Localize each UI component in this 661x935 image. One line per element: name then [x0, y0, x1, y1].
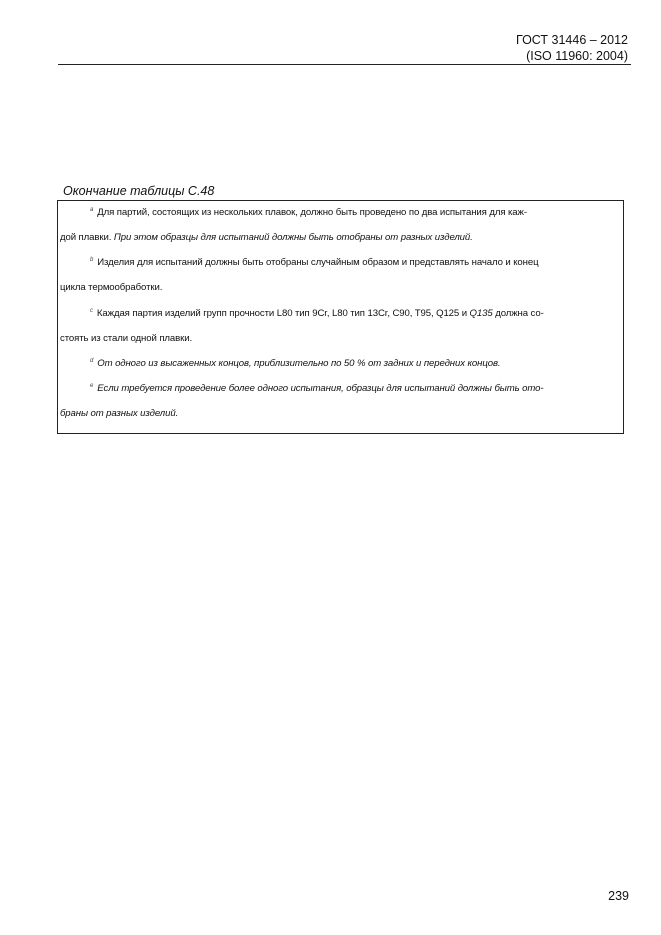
header-divider — [58, 64, 631, 65]
footnote-e-line2: браны от разных изделий. — [60, 408, 179, 419]
footnote-marker-e: e — [90, 383, 94, 389]
footnote-d-line1: $^d$ От одного из высаженных концов, приблизительно по 50 % от задних и передних концов. — [90, 358, 501, 369]
footnote-marker-d: d — [90, 358, 94, 364]
table-footnotes — [57, 200, 624, 434]
page-number: 239 — [608, 889, 629, 903]
footnote-b-line2: цикла термообработки. — [60, 282, 163, 293]
footnote-a-line1: $^a$ Для партий, состоящих из нескольких плавок, должно быть проведено по два испытания для каж- — [90, 207, 527, 218]
footnote-b-line1: $^b$ Изделия для испытаний должны быть отобраны случайным образом и представлять начало и конец — [90, 257, 539, 268]
footnote-marker-b: b — [90, 257, 94, 263]
iso-reference: (ISO 11960: 2004) — [526, 49, 628, 63]
footnote-c-line1: $^c$ Каждая партия изделий групп прочности L80 тип 9Cr, L80 тип 13Cr, C90, T95, Q125 и Q135 должна со- — [90, 308, 544, 319]
footnote-a-line2: дой плавки. При этом образцы для испытаний должны быть отобраны от разных изделий. — [60, 232, 473, 243]
footnote-marker-a: a — [90, 207, 94, 213]
document-header — [516, 32, 628, 64]
table-caption: Окончание таблицы С.48 — [63, 184, 215, 198]
footnote-c-line2: стоять из стали одной плавки. — [60, 333, 193, 344]
footnote-marker-c: c — [90, 308, 93, 314]
footnote-e-line1: $^e$ Если требуется проведение более одного испытания, образцы для испытаний должны быть ото- — [90, 383, 544, 394]
standard-number: ГОСТ 31446 – 2012 — [516, 33, 628, 47]
